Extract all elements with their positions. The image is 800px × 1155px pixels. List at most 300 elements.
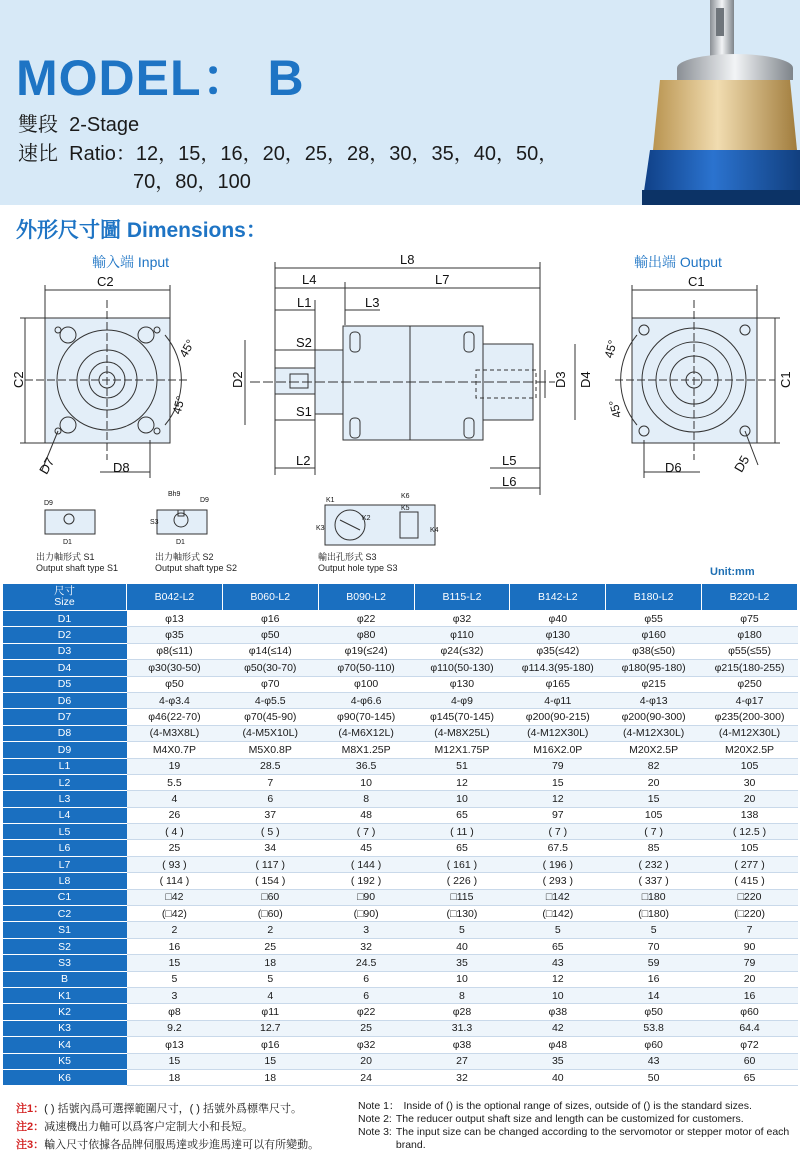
table-cell: 8 — [414, 987, 510, 1003]
label-d8: D8 — [113, 460, 130, 475]
table-cell: 9.2 — [127, 1020, 223, 1036]
table-cell: □142 — [510, 889, 606, 905]
table-cell: 48 — [318, 807, 414, 823]
table-row — [3, 889, 798, 905]
mini-d9: D9 — [44, 500, 53, 507]
unit-label: Unit:mm — [710, 566, 755, 578]
row-label: D9 — [3, 742, 127, 758]
table-cell: 65 — [414, 807, 510, 823]
note-en-label: Note 3: — [358, 1126, 392, 1138]
table-cell: φ180(95-180) — [606, 660, 702, 676]
table-row — [3, 840, 798, 856]
table-cell: 2 — [222, 922, 318, 938]
table-cell: 27 — [414, 1053, 510, 1069]
table-cell: 35 — [510, 1053, 606, 1069]
table-cell: φ11 — [222, 1004, 318, 1020]
table-cell: φ215(180-255) — [702, 660, 798, 676]
table-cell: 20 — [702, 791, 798, 807]
table-cell: φ100 — [318, 676, 414, 692]
output-view-label: 輸出端 Output — [634, 254, 722, 270]
table-cell: φ90(70-145) — [318, 709, 414, 725]
table-cell: φ24(≤32) — [414, 643, 510, 659]
table-cell: 6 — [318, 987, 414, 1003]
table-cell: 36.5 — [318, 758, 414, 774]
table-cell: 51 — [414, 758, 510, 774]
table-cell: 59 — [606, 955, 702, 971]
table-row — [3, 791, 798, 807]
label-d4: D4 — [578, 371, 593, 388]
mini-k1: K1 — [326, 497, 335, 504]
table-cell: 15 — [606, 791, 702, 807]
table-cell: φ160 — [606, 627, 702, 643]
table-cell: ( 7 ) — [510, 824, 606, 840]
table-cell: 10 — [510, 987, 606, 1003]
note-cn — [16, 1118, 319, 1136]
table-cell: ( 114 ) — [127, 873, 223, 889]
row-label: S2 — [3, 938, 127, 954]
table-cell: 42 — [510, 1020, 606, 1036]
table-cell: φ35 — [127, 627, 223, 643]
table-cell: ( 7 ) — [318, 824, 414, 840]
dimension-drawing — [0, 250, 800, 570]
table-cell: 18 — [222, 955, 318, 971]
table-cell: □115 — [414, 889, 510, 905]
table-cell: ( 7 ) — [606, 824, 702, 840]
table-cell: 5.5 — [127, 774, 223, 790]
table-cell: φ8(≤11) — [127, 643, 223, 659]
table-row — [3, 873, 798, 889]
row-label: K6 — [3, 1069, 127, 1085]
label-l7: L7 — [435, 272, 450, 287]
table-cell: 90 — [702, 938, 798, 954]
table-cell: ( 5 ) — [222, 824, 318, 840]
note-cn-text: ( ) 括號內爲可選擇範圍尺寸，( ) 括號外爲標準尺寸。 — [44, 1103, 303, 1115]
model-title: MODEL： B — [16, 50, 305, 106]
table-cell: φ70(45-90) — [222, 709, 318, 725]
table-cell: φ200(90-300) — [606, 709, 702, 725]
table-cell: φ110(50-130) — [414, 660, 510, 676]
table-cell: φ200(90-215) — [510, 709, 606, 725]
table-cell: (4-M3X8L) — [127, 725, 223, 741]
ratio-line: 速比 Ratio：12，15，16，20，25，28，30，35，40，50， 70，80，100 — [18, 140, 558, 196]
table-cell: M12X1.75P — [414, 742, 510, 758]
note-en-label: Note 1： — [358, 1100, 400, 1112]
mini-d9-b: D9 — [200, 497, 209, 504]
table-row — [3, 692, 798, 708]
table-row — [3, 643, 798, 659]
table-cell: 16 — [606, 971, 702, 987]
table-cell: 40 — [414, 938, 510, 954]
table-cell: φ35(≤42) — [510, 643, 606, 659]
table-cell: 15 — [127, 1053, 223, 1069]
table-cell: ( 12.5 ) — [702, 824, 798, 840]
table-cell: φ40 — [510, 611, 606, 627]
table-cell: 5 — [222, 971, 318, 987]
table-cell: ( 226 ) — [414, 873, 510, 889]
table-cell: ( 293 ) — [510, 873, 606, 889]
table-row — [3, 824, 798, 840]
row-label: K5 — [3, 1053, 127, 1069]
column-header: B060-L2 — [222, 584, 318, 611]
table-header-row — [3, 584, 798, 611]
table-cell: φ46(22-70) — [127, 709, 223, 725]
table-cell: ( 415 ) — [702, 873, 798, 889]
table-cell: ( 93 ) — [127, 856, 223, 872]
mini-k2: K2 — [362, 515, 371, 522]
table-cell: (□90) — [318, 906, 414, 922]
table-cell: 97 — [510, 807, 606, 823]
table-cell: 24 — [318, 1069, 414, 1085]
table-cell: φ16 — [222, 611, 318, 627]
table-cell: 37 — [222, 807, 318, 823]
table-cell: φ19(≤24) — [318, 643, 414, 659]
table-cell: φ110 — [414, 627, 510, 643]
table-cell: 18 — [127, 1069, 223, 1085]
table-cell: φ130 — [414, 676, 510, 692]
table-cell: φ60 — [606, 1037, 702, 1053]
mini-k4: K4 — [430, 527, 439, 534]
table-cell: φ55(≤55) — [702, 643, 798, 659]
row-label: D1 — [3, 611, 127, 627]
table-row — [3, 1069, 798, 1085]
table-cell: ( 337 ) — [606, 873, 702, 889]
table-cell: 25 — [222, 938, 318, 954]
table-row — [3, 987, 798, 1003]
table-cell: ( 196 ) — [510, 856, 606, 872]
table-cell: 12 — [510, 971, 606, 987]
label-d3: D3 — [553, 371, 568, 388]
table-cell: 4-φ5.5 — [222, 692, 318, 708]
ratio-line-cont: 70，80，100 — [133, 171, 251, 193]
label-d6: D6 — [665, 460, 682, 475]
table-cell: (□220) — [702, 906, 798, 922]
table-cell: ( 144 ) — [318, 856, 414, 872]
table-cell: 4-φ3.4 — [127, 692, 223, 708]
table-cell: φ50 — [222, 627, 318, 643]
row-label: K3 — [3, 1020, 127, 1036]
table-cell: 32 — [414, 1069, 510, 1085]
table-row — [3, 709, 798, 725]
label-angle-out-1: 45° — [601, 338, 620, 360]
notes-chinese — [16, 1100, 319, 1154]
dimensions-title: 外形尺寸圖 Dimensions： — [16, 219, 267, 242]
table-cell: ( 277 ) — [702, 856, 798, 872]
table-cell: φ180 — [702, 627, 798, 643]
table-cell: 60 — [702, 1053, 798, 1069]
table-cell: 12 — [414, 774, 510, 790]
table-cell: 20 — [606, 774, 702, 790]
table-cell: 65 — [414, 840, 510, 856]
table-cell: M20X2.5P — [606, 742, 702, 758]
table-cell: M16X2.0P — [510, 742, 606, 758]
shaft-type-figures — [45, 505, 435, 545]
label-l8: L8 — [400, 252, 415, 267]
row-label: S3 — [3, 955, 127, 971]
table-cell: 25 — [127, 840, 223, 856]
note-cn-label: 注1： — [16, 1103, 45, 1115]
table-cell: 79 — [702, 955, 798, 971]
table-cell: 4-φ9 — [414, 692, 510, 708]
table-cell: 30 — [702, 774, 798, 790]
table-row — [3, 856, 798, 872]
table-cell: φ30(30-50) — [127, 660, 223, 676]
table-cell: 4-φ17 — [702, 692, 798, 708]
table-cell: φ165 — [510, 676, 606, 692]
row-label: L5 — [3, 824, 127, 840]
table-cell: φ38 — [510, 1004, 606, 1020]
row-label: D8 — [3, 725, 127, 741]
table-cell: φ55 — [606, 611, 702, 627]
label-s2: S2 — [296, 335, 312, 350]
table-cell: φ22 — [318, 1004, 414, 1020]
table-cell: 5 — [414, 922, 510, 938]
table-row — [3, 1020, 798, 1036]
table-cell: 2 — [127, 922, 223, 938]
table-cell: (4-M12X30L) — [510, 725, 606, 741]
label-c1-side: C1 — [778, 371, 793, 388]
label-d2: D2 — [230, 371, 245, 388]
label-d7: D7 — [36, 454, 58, 477]
table-cell: 19 — [127, 758, 223, 774]
note-en — [358, 1100, 798, 1113]
table-cell: 32 — [318, 938, 414, 954]
table-cell: 4 — [127, 791, 223, 807]
label-c2-side: C2 — [11, 371, 26, 388]
table-cell: 26 — [127, 807, 223, 823]
output-end-view — [615, 285, 780, 478]
table-cell: ( 4 ) — [127, 824, 223, 840]
mini-d1-a: D1 — [63, 539, 72, 546]
table-row — [3, 1004, 798, 1020]
row-label: D5 — [3, 676, 127, 692]
table-cell: 53.8 — [606, 1020, 702, 1036]
note-cn-text: 减速機出力軸可以爲客户定制大小和長短。 — [44, 1121, 254, 1133]
mini-bh9: Bh9 — [168, 491, 181, 498]
table-cell: φ38 — [414, 1037, 510, 1053]
column-header: B142-L2 — [510, 584, 606, 611]
row-label: D7 — [3, 709, 127, 725]
table-cell: (□130) — [414, 906, 510, 922]
table-row — [3, 660, 798, 676]
table-cell: M5X0.8P — [222, 742, 318, 758]
shaft-type-s3: 輸出孔形式 S3 Output hole type S3 — [318, 552, 398, 573]
table-cell: 4 — [222, 987, 318, 1003]
column-header: B180-L2 — [606, 584, 702, 611]
row-label: L6 — [3, 840, 127, 856]
table-row — [3, 611, 798, 627]
label-c1-top: C1 — [688, 274, 705, 289]
table-cell: 5 — [510, 922, 606, 938]
mini-d1-b: D1 — [176, 539, 185, 546]
table-cell: φ50 — [127, 676, 223, 692]
mini-k5: K5 — [401, 505, 410, 512]
table-cell: φ72 — [702, 1037, 798, 1053]
table-cell: (□180) — [606, 906, 702, 922]
table-cell: (4-M12X30L) — [606, 725, 702, 741]
table-row — [3, 725, 798, 741]
table-cell: ( 154 ) — [222, 873, 318, 889]
table-cell: 43 — [510, 955, 606, 971]
table-cell: 15 — [127, 955, 223, 971]
table-cell: 34 — [222, 840, 318, 856]
label-l2: L2 — [296, 453, 311, 468]
table-cell: 105 — [702, 840, 798, 856]
table-cell: φ145(70-145) — [414, 709, 510, 725]
table-cell: ( 117 ) — [222, 856, 318, 872]
note-en — [358, 1126, 798, 1152]
side-view — [245, 262, 575, 495]
table-cell: 5 — [606, 922, 702, 938]
table-cell: 18 — [222, 1069, 318, 1085]
table-row — [3, 758, 798, 774]
table-cell: φ32 — [318, 1037, 414, 1053]
table-cell: 14 — [606, 987, 702, 1003]
table-cell: φ60 — [702, 1004, 798, 1020]
table-cell: □180 — [606, 889, 702, 905]
table-cell: (□142) — [510, 906, 606, 922]
table-cell: 45 — [318, 840, 414, 856]
label-d5: D5 — [731, 452, 753, 475]
table-cell: 105 — [606, 807, 702, 823]
row-label: D3 — [3, 643, 127, 659]
row-label: C2 — [3, 906, 127, 922]
table-cell: φ8 — [127, 1004, 223, 1020]
table-cell: □60 — [222, 889, 318, 905]
column-header: B042-L2 — [127, 584, 223, 611]
table-cell: 105 — [702, 758, 798, 774]
table-cell: 40 — [510, 1069, 606, 1085]
table-cell: φ13 — [127, 611, 223, 627]
table-cell: 12 — [510, 791, 606, 807]
row-label: L8 — [3, 873, 127, 889]
table-cell: 3 — [318, 922, 414, 938]
row-label: D4 — [3, 660, 127, 676]
table-cell: 67.5 — [510, 840, 606, 856]
note-cn — [16, 1136, 319, 1154]
table-cell: 4-φ13 — [606, 692, 702, 708]
table-body — [3, 611, 798, 1086]
spec-table — [2, 583, 798, 1086]
table-row — [3, 922, 798, 938]
shaft-type-s2: 出力軸形式 S2 Output shaft type S2 — [155, 552, 238, 573]
note-en-text: Inside of () is the optional range of sizes, outside of () is the standard sizes. — [403, 1100, 752, 1112]
table-cell: 31.3 — [414, 1020, 510, 1036]
table-cell: 12.7 — [222, 1020, 318, 1036]
table-cell: 3 — [127, 987, 223, 1003]
note-en-text: The reducer output shaft size and length can be customized for customers. — [395, 1113, 744, 1125]
table-cell: 10 — [414, 791, 510, 807]
mini-k3: K3 — [316, 525, 325, 532]
table-row — [3, 742, 798, 758]
table-cell: φ235(200-300) — [702, 709, 798, 725]
table-cell: φ50(30-70) — [222, 660, 318, 676]
note-en-label: Note 2: — [358, 1113, 392, 1125]
table-cell: 43 — [606, 1053, 702, 1069]
label-angle-in-1: 45° — [176, 337, 198, 360]
table-cell: φ50 — [606, 1004, 702, 1020]
table-cell: φ28 — [414, 1004, 510, 1020]
table-cell: φ80 — [318, 627, 414, 643]
table-row — [3, 676, 798, 692]
table-cell: 10 — [414, 971, 510, 987]
table-cell: φ70 — [222, 676, 318, 692]
input-end-view — [20, 285, 190, 478]
table-cell: ( 232 ) — [606, 856, 702, 872]
table-cell: 70 — [606, 938, 702, 954]
table-cell: 35 — [414, 955, 510, 971]
table-cell: φ32 — [414, 611, 510, 627]
shaft-type-s1: 出力軸形式 S1 Output shaft type S1 — [36, 552, 119, 573]
row-label: C1 — [3, 889, 127, 905]
table-cell: φ38(≤50) — [606, 643, 702, 659]
label-l4: L4 — [302, 272, 317, 287]
table-cell: 16 — [702, 987, 798, 1003]
note-cn-label: 注2： — [16, 1121, 45, 1133]
row-label: L2 — [3, 774, 127, 790]
table-row — [3, 906, 798, 922]
row-label: L4 — [3, 807, 127, 823]
label-l1: L1 — [297, 295, 312, 310]
table-cell: 20 — [318, 1053, 414, 1069]
table-row — [3, 1053, 798, 1069]
table-row — [3, 955, 798, 971]
row-label: B — [3, 971, 127, 987]
table-cell: (4-M8X25L) — [414, 725, 510, 741]
table-row — [3, 774, 798, 790]
table-cell: □42 — [127, 889, 223, 905]
row-label: S1 — [3, 922, 127, 938]
table-cell: φ70(50-110) — [318, 660, 414, 676]
table-row — [3, 807, 798, 823]
table-cell: 6 — [318, 971, 414, 987]
table-cell: φ215 — [606, 676, 702, 692]
table-row — [3, 938, 798, 954]
notes-english — [358, 1100, 798, 1152]
table-cell: 24.5 — [318, 955, 414, 971]
table-cell: 4-φ6.6 — [318, 692, 414, 708]
label-s1: S1 — [296, 404, 312, 419]
note-cn — [16, 1100, 319, 1118]
table-cell: 20 — [702, 971, 798, 987]
table-cell: φ22 — [318, 611, 414, 627]
table-cell: 64.4 — [702, 1020, 798, 1036]
table-cell: □90 — [318, 889, 414, 905]
label-l3: L3 — [365, 295, 380, 310]
table-cell: φ75 — [702, 611, 798, 627]
label-c2-top: C2 — [97, 274, 114, 289]
table-cell: (□42) — [127, 906, 223, 922]
column-header: B115-L2 — [414, 584, 510, 611]
size-header: 尺寸 Size — [3, 584, 127, 611]
stage-line: 雙段 2-Stage — [18, 114, 140, 136]
table-cell: 65 — [702, 1069, 798, 1085]
table-cell: 85 — [606, 840, 702, 856]
table-cell: 5 — [127, 971, 223, 987]
table-cell: 7 — [702, 922, 798, 938]
input-view-label: 輸入端 Input — [92, 254, 170, 270]
label-l6: L6 — [502, 474, 517, 489]
table-cell: φ16 — [222, 1037, 318, 1053]
table-cell: 8 — [318, 791, 414, 807]
table-row — [3, 627, 798, 643]
label-angle-out-2: 45° — [606, 398, 625, 420]
row-label: D6 — [3, 692, 127, 708]
table-cell: φ250 — [702, 676, 798, 692]
gearbox-product-image — [640, 0, 800, 205]
row-label: K4 — [3, 1037, 127, 1053]
label-angle-in-2: 45° — [169, 394, 188, 416]
row-label: K2 — [3, 1004, 127, 1020]
